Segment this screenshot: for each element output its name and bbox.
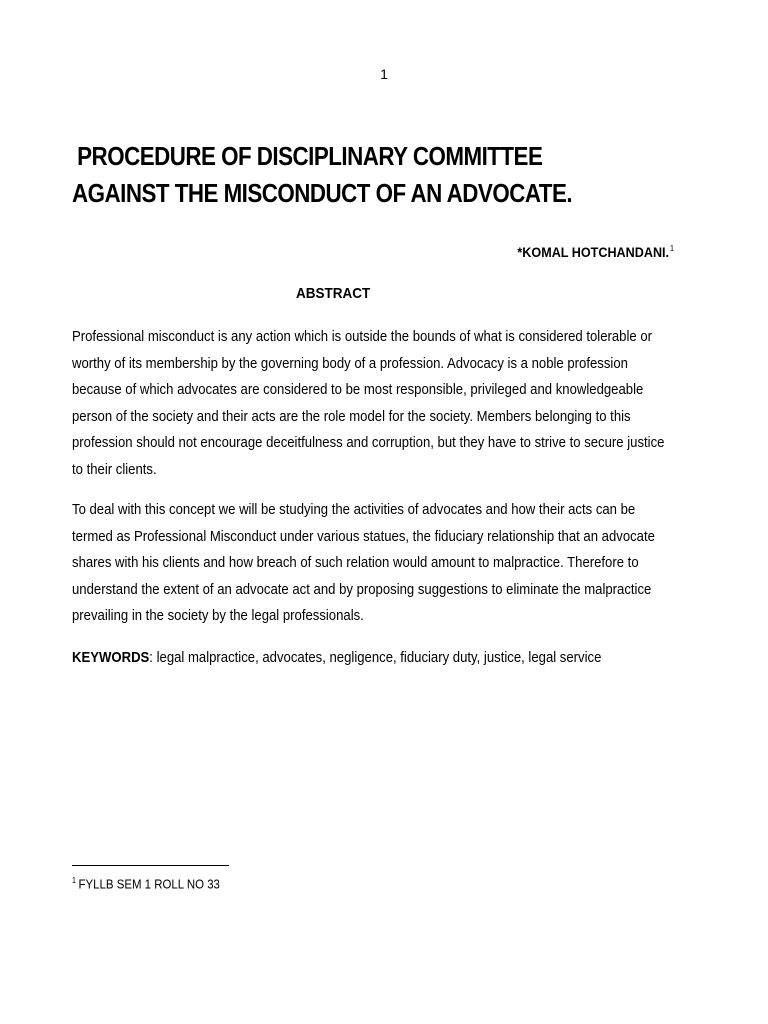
paragraph-line: shares with his clients and how breach of such relation would amount to malpractice. Therefore to (72, 554, 639, 571)
abstract-paragraph-2 (72, 497, 689, 630)
paragraph-line: person of the society and their acts are the role model for the society. Members belonging to this (72, 407, 631, 425)
footnote-divider (72, 865, 229, 866)
title-line-2: AGAINST THE MISCONDUCT OF AN ADVOCATE. (72, 178, 573, 208)
abstract-paragraph-1 (72, 324, 689, 483)
paragraph-line: To deal with this concept we will be studying the activities of advocates and how their acts can be (72, 501, 636, 518)
author-byline (517, 244, 674, 260)
paragraph-line: profession should not encourage deceitfulness and corruption, but they have to strive to secure justice (72, 434, 665, 451)
document-title (72, 138, 622, 212)
paragraph-line: to their clients. (72, 460, 157, 478)
paragraph-line: because of which advocates are considered to be most responsible, privileged and knowledgeable (72, 381, 644, 398)
footnote (72, 876, 220, 891)
title-line-1: PROCEDURE OF DISCIPLINARY COMMITTEE (77, 141, 543, 171)
page-number: 1 (380, 66, 388, 82)
footnote-mark: 1 (72, 876, 76, 885)
keywords-separator: : (149, 649, 157, 666)
author-name: *KOMAL HOTCHANDANI. (517, 244, 670, 260)
paragraph-line: prevailing in the society by the legal professionals. (72, 607, 364, 624)
paragraph-line: understand the extent of an advocate act and by proposing suggestions to eliminate the malpractice (72, 580, 652, 598)
author-footnote-mark: 1 (669, 244, 674, 254)
keywords-label: KEYWORDS (72, 649, 150, 666)
keywords-line (72, 649, 601, 666)
abstract-heading: ABSTRACT (296, 285, 371, 302)
paragraph-line: termed as Professional Misconduct under various statues, the fiduciary relationship that an advocate (72, 527, 655, 545)
footnote-text: FYLLB SEM 1 ROLL NO 33 (78, 876, 220, 892)
keywords-text: legal malpractice, advocates, negligence, fiduciary duty, justice, legal service (156, 649, 602, 666)
paragraph-line: Professional misconduct is any action which is outside the bounds of what is considered tolerable or (72, 328, 653, 345)
paragraph-line: worthy of its membership by the governing body of a profession. Advocacy is a noble profession (72, 354, 628, 372)
